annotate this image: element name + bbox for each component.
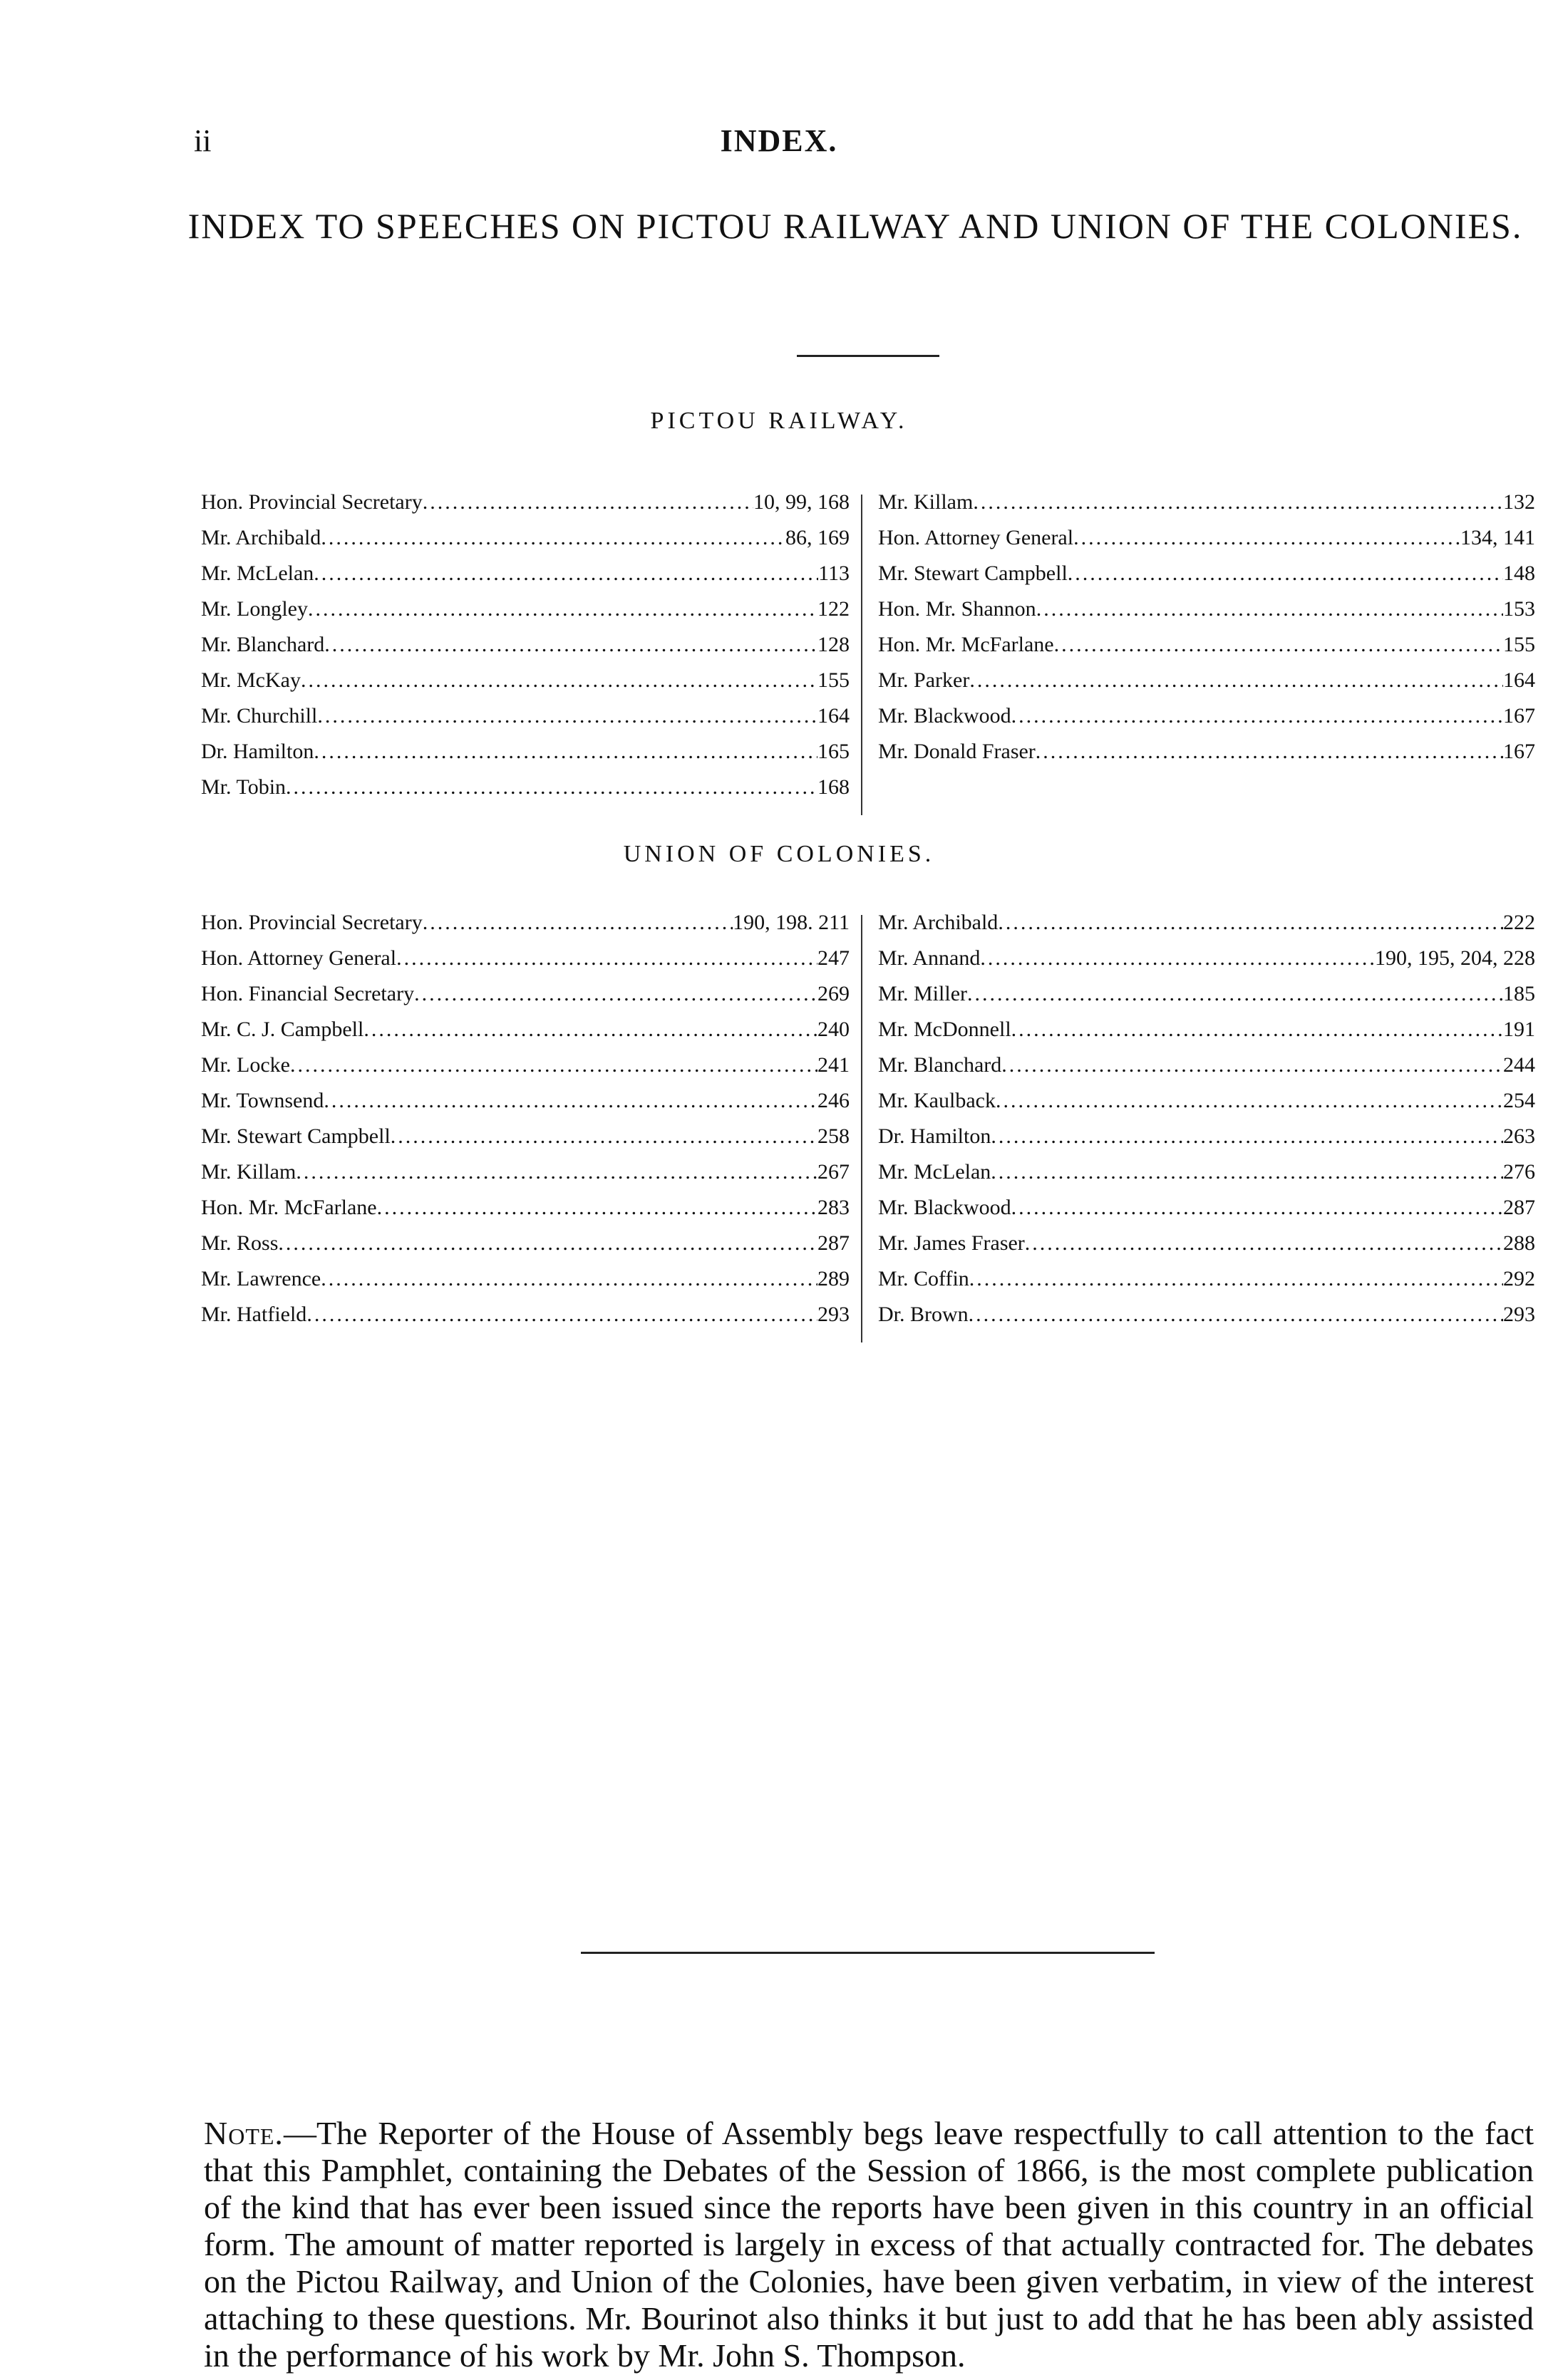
speaker-name: Dr. Hamilton [878,1124,991,1148]
page-references: 293 [1503,1303,1535,1326]
page-references: 185 [1503,982,1535,1005]
page-references: 134, 141 [1460,526,1535,549]
left-column [201,911,850,1338]
dot-leader [1025,1231,1503,1256]
page-references: 269 [817,982,850,1005]
dot-leader [967,982,1503,1006]
index-entry [201,1018,850,1053]
dot-leader [1068,562,1503,586]
page-references: 122 [817,597,850,621]
speaker-name: Mr. Longley [201,597,308,621]
index-entry [201,1267,850,1303]
index-entry [878,1196,1535,1231]
dot-leader [414,982,817,1006]
page-title: INDEX TO SPEECHES ON PICTOU RAILWAY AND UNION OF THE COLONIES. [187,206,1523,246]
page-references: 148 [1503,562,1535,585]
dot-leader [321,526,785,550]
dot-leader [286,775,817,800]
page-references: 167 [1503,704,1535,728]
dot-leader [314,740,817,764]
index-entry [201,946,850,982]
speaker-name: Hon. Provincial Secretary [201,490,423,514]
speaker-name: Mr. Tobin [201,775,287,799]
index-entry [201,562,850,597]
page-references: 155 [817,668,850,692]
index-entry [878,526,1535,562]
dot-leader [321,1267,817,1291]
reporter-note [204,2115,1534,2374]
dot-leader [998,911,1503,935]
index-entry [201,911,850,946]
speaker-name: Mr. Lawrence [201,1267,321,1290]
dot-leader [1054,633,1503,657]
dot-leader [423,911,733,935]
speaker-name: Mr. Blackwood [878,1196,1011,1219]
index-entry [878,1124,1535,1160]
section-heading-union-of-colonies: UNION OF COLONIES. [623,841,935,867]
dot-leader [290,1053,817,1077]
index-entry [201,704,850,740]
page-references: 191 [1503,1018,1535,1041]
speaker-name: Hon. Attorney General [201,946,397,970]
dot-leader [423,490,753,514]
speaker-name: Mr. Killam [878,490,974,514]
page-references: 128 [817,633,850,656]
index-entry [201,740,850,775]
index-entry [201,633,850,668]
page-references: 287 [817,1231,850,1255]
dot-leader [301,668,817,693]
index-entry [201,526,850,562]
page-references: 246 [817,1089,850,1112]
page-references: 258 [817,1124,850,1148]
speaker-name: Mr. Annand [878,946,981,970]
index-entry [878,1267,1535,1303]
dot-leader [973,490,1503,514]
speaker-name: Hon. Mr. McFarlane [201,1196,377,1219]
speaker-name: Mr. Archibald [878,911,999,934]
page-references: 263 [1503,1124,1535,1148]
speaker-name: Mr. McDonnell [878,1018,1011,1041]
page-references: 165 [817,740,850,763]
dot-leader [317,704,817,728]
dot-leader [996,1089,1503,1113]
speaker-name: Hon. Provincial Secretary [201,911,423,934]
index-entry [201,1089,850,1124]
page-references: 164 [1503,668,1535,692]
dot-leader [306,1303,817,1327]
speaker-name: Mr. Miller [878,982,967,1005]
page-references: 267 [817,1160,850,1184]
speaker-name: Mr. McLelan [201,562,314,585]
page-number: ii [194,123,212,158]
speaker-name: Mr. Killam [201,1160,296,1184]
speaker-name: Mr. Coffin [878,1267,969,1290]
dot-leader [1001,1053,1503,1077]
section-divider [581,1952,1155,1954]
index-entry [878,740,1535,775]
index-entry [878,704,1535,740]
dot-leader [991,1160,1503,1184]
index-entry [878,911,1535,946]
index-entry [878,982,1535,1018]
union-of-colonies-index [201,911,1535,1345]
speaker-name: Mr. Hatfield [201,1303,307,1326]
speaker-name: Mr. Parker [878,668,970,692]
page-references: 289 [817,1267,850,1290]
speaker-name: Mr. McKay [201,668,301,692]
index-entry [878,1089,1535,1124]
page-references: 155 [1503,633,1535,656]
speaker-name: Mr. Blanchard [878,1053,1002,1077]
dot-leader [391,1124,817,1149]
page-references: 10, 99, 168 [753,490,850,514]
dot-leader [1073,526,1460,550]
page-references: 254 [1503,1089,1535,1112]
index-entry [201,668,850,704]
index-entry [878,946,1535,982]
dot-leader [296,1160,817,1184]
index-entry [201,1053,850,1089]
dot-leader [980,946,1375,971]
index-entry [201,775,850,811]
note-label: Note. [204,2115,284,2151]
index-entry [878,1231,1535,1267]
speaker-name: Dr. Brown [878,1303,969,1326]
dot-leader [1011,704,1503,728]
dot-leader [1011,1196,1503,1220]
index-entry [878,562,1535,597]
page-references: 244 [1503,1053,1535,1077]
page-references: 293 [817,1303,850,1326]
page-references: 292 [1503,1267,1535,1290]
dot-leader [308,597,817,621]
right-column [878,490,1535,775]
index-entry [878,1303,1535,1338]
dot-leader [969,668,1503,693]
speaker-name: Hon. Mr. McFarlane [878,633,1054,656]
page-references: 167 [1503,740,1535,763]
dot-leader [314,562,818,586]
index-entry [201,490,850,526]
speaker-name: Mr. Stewart Campbell [878,562,1068,585]
pictou-railway-index [201,490,1535,818]
page-references: 287 [1503,1196,1535,1219]
speaker-name: Mr. Kaulback [878,1089,996,1112]
page-references: 241 [817,1053,850,1077]
speaker-name: Mr. James Fraser [878,1231,1025,1255]
dot-leader [324,633,817,657]
page-references: 222 [1503,911,1535,934]
index-entry [878,1018,1535,1053]
page-references: 168 [817,775,850,799]
speaker-name: Mr. Churchill [201,704,318,728]
dot-leader [969,1267,1503,1291]
page-references: 276 [1503,1160,1535,1184]
speaker-name: Mr. Archibald [201,526,321,549]
speaker-name: Mr. Ross [201,1231,279,1255]
speaker-name: Mr. C. J. Campbell [201,1018,364,1041]
index-entry [878,668,1535,704]
speaker-name: Mr. Blackwood [878,704,1011,728]
left-column [201,490,850,811]
right-column [878,911,1535,1338]
index-entry [878,597,1535,633]
dot-leader [1036,740,1503,764]
index-entry [201,982,850,1018]
page-references: 283 [817,1196,850,1219]
dot-leader [377,1196,817,1220]
dot-leader [1011,1018,1503,1042]
speaker-name: Mr. McLelan [878,1160,991,1184]
note-text: —The Reporter of the House of Assembly begs leave respectfully to call attention to the fact that this Pamphlet, containing the Debates of the Session of 1866, is the most complete publication of the kind that has ever been issued since the reports have been given in this country in an official form. The amount of matter reported is largely in excess of that actually contracted for. The debates on the Pictou Railway, and Union of the Colonies, have been given verbatim, in view of the interest attaching to these questions. Mr. Bourinot also thinks it but just to add that he has been ably assisted in the performance of his work by Mr. John S. Thompson. [204,2115,1534,2374]
running-head: INDEX. [720,123,838,158]
dot-leader [969,1303,1503,1327]
index-entry [201,1196,850,1231]
title-divider [797,355,939,357]
index-entry [878,1160,1535,1196]
page-references: 288 [1503,1231,1535,1255]
index-entry [201,1231,850,1267]
page-references: 190, 195, 204, 228 [1375,946,1535,970]
page-references: 240 [817,1018,850,1041]
index-entry [878,633,1535,668]
page-references: 247 [817,946,850,970]
speaker-name: Hon. Mr. Shannon [878,597,1036,621]
index-entry [201,1124,850,1160]
speaker-name: Mr. Blanchard [201,633,325,656]
dot-leader [1036,597,1503,621]
index-entry [201,597,850,633]
speaker-name: Dr. Hamilton [201,740,314,763]
index-entry [201,1303,850,1338]
page-references: 153 [1503,597,1535,621]
speaker-name: Mr. Stewart Campbell [201,1124,391,1148]
speaker-name: Mr. Locke [201,1053,290,1077]
page-references: 86, 169 [785,526,850,549]
speaker-name: Mr. Donald Fraser [878,740,1036,763]
index-entry [878,490,1535,526]
speaker-name: Hon. Attorney General [878,526,1074,549]
page-references: 113 [818,562,850,585]
column-divider [861,915,862,1342]
dot-leader [324,1089,817,1113]
dot-leader [991,1124,1503,1149]
index-entry [878,1053,1535,1089]
dot-leader [396,946,817,971]
section-heading-pictou-railway: PICTOU RAILWAY. [650,408,908,434]
column-divider [861,495,862,815]
page-references: 164 [817,704,850,728]
dot-leader [278,1231,817,1256]
speaker-name: Mr. Townsend [201,1089,324,1112]
speaker-name: Hon. Financial Secretary [201,982,415,1005]
dot-leader [363,1018,817,1042]
page-references: 190, 198. 211 [733,911,850,934]
index-entry [201,1160,850,1196]
page-references: 132 [1503,490,1535,514]
